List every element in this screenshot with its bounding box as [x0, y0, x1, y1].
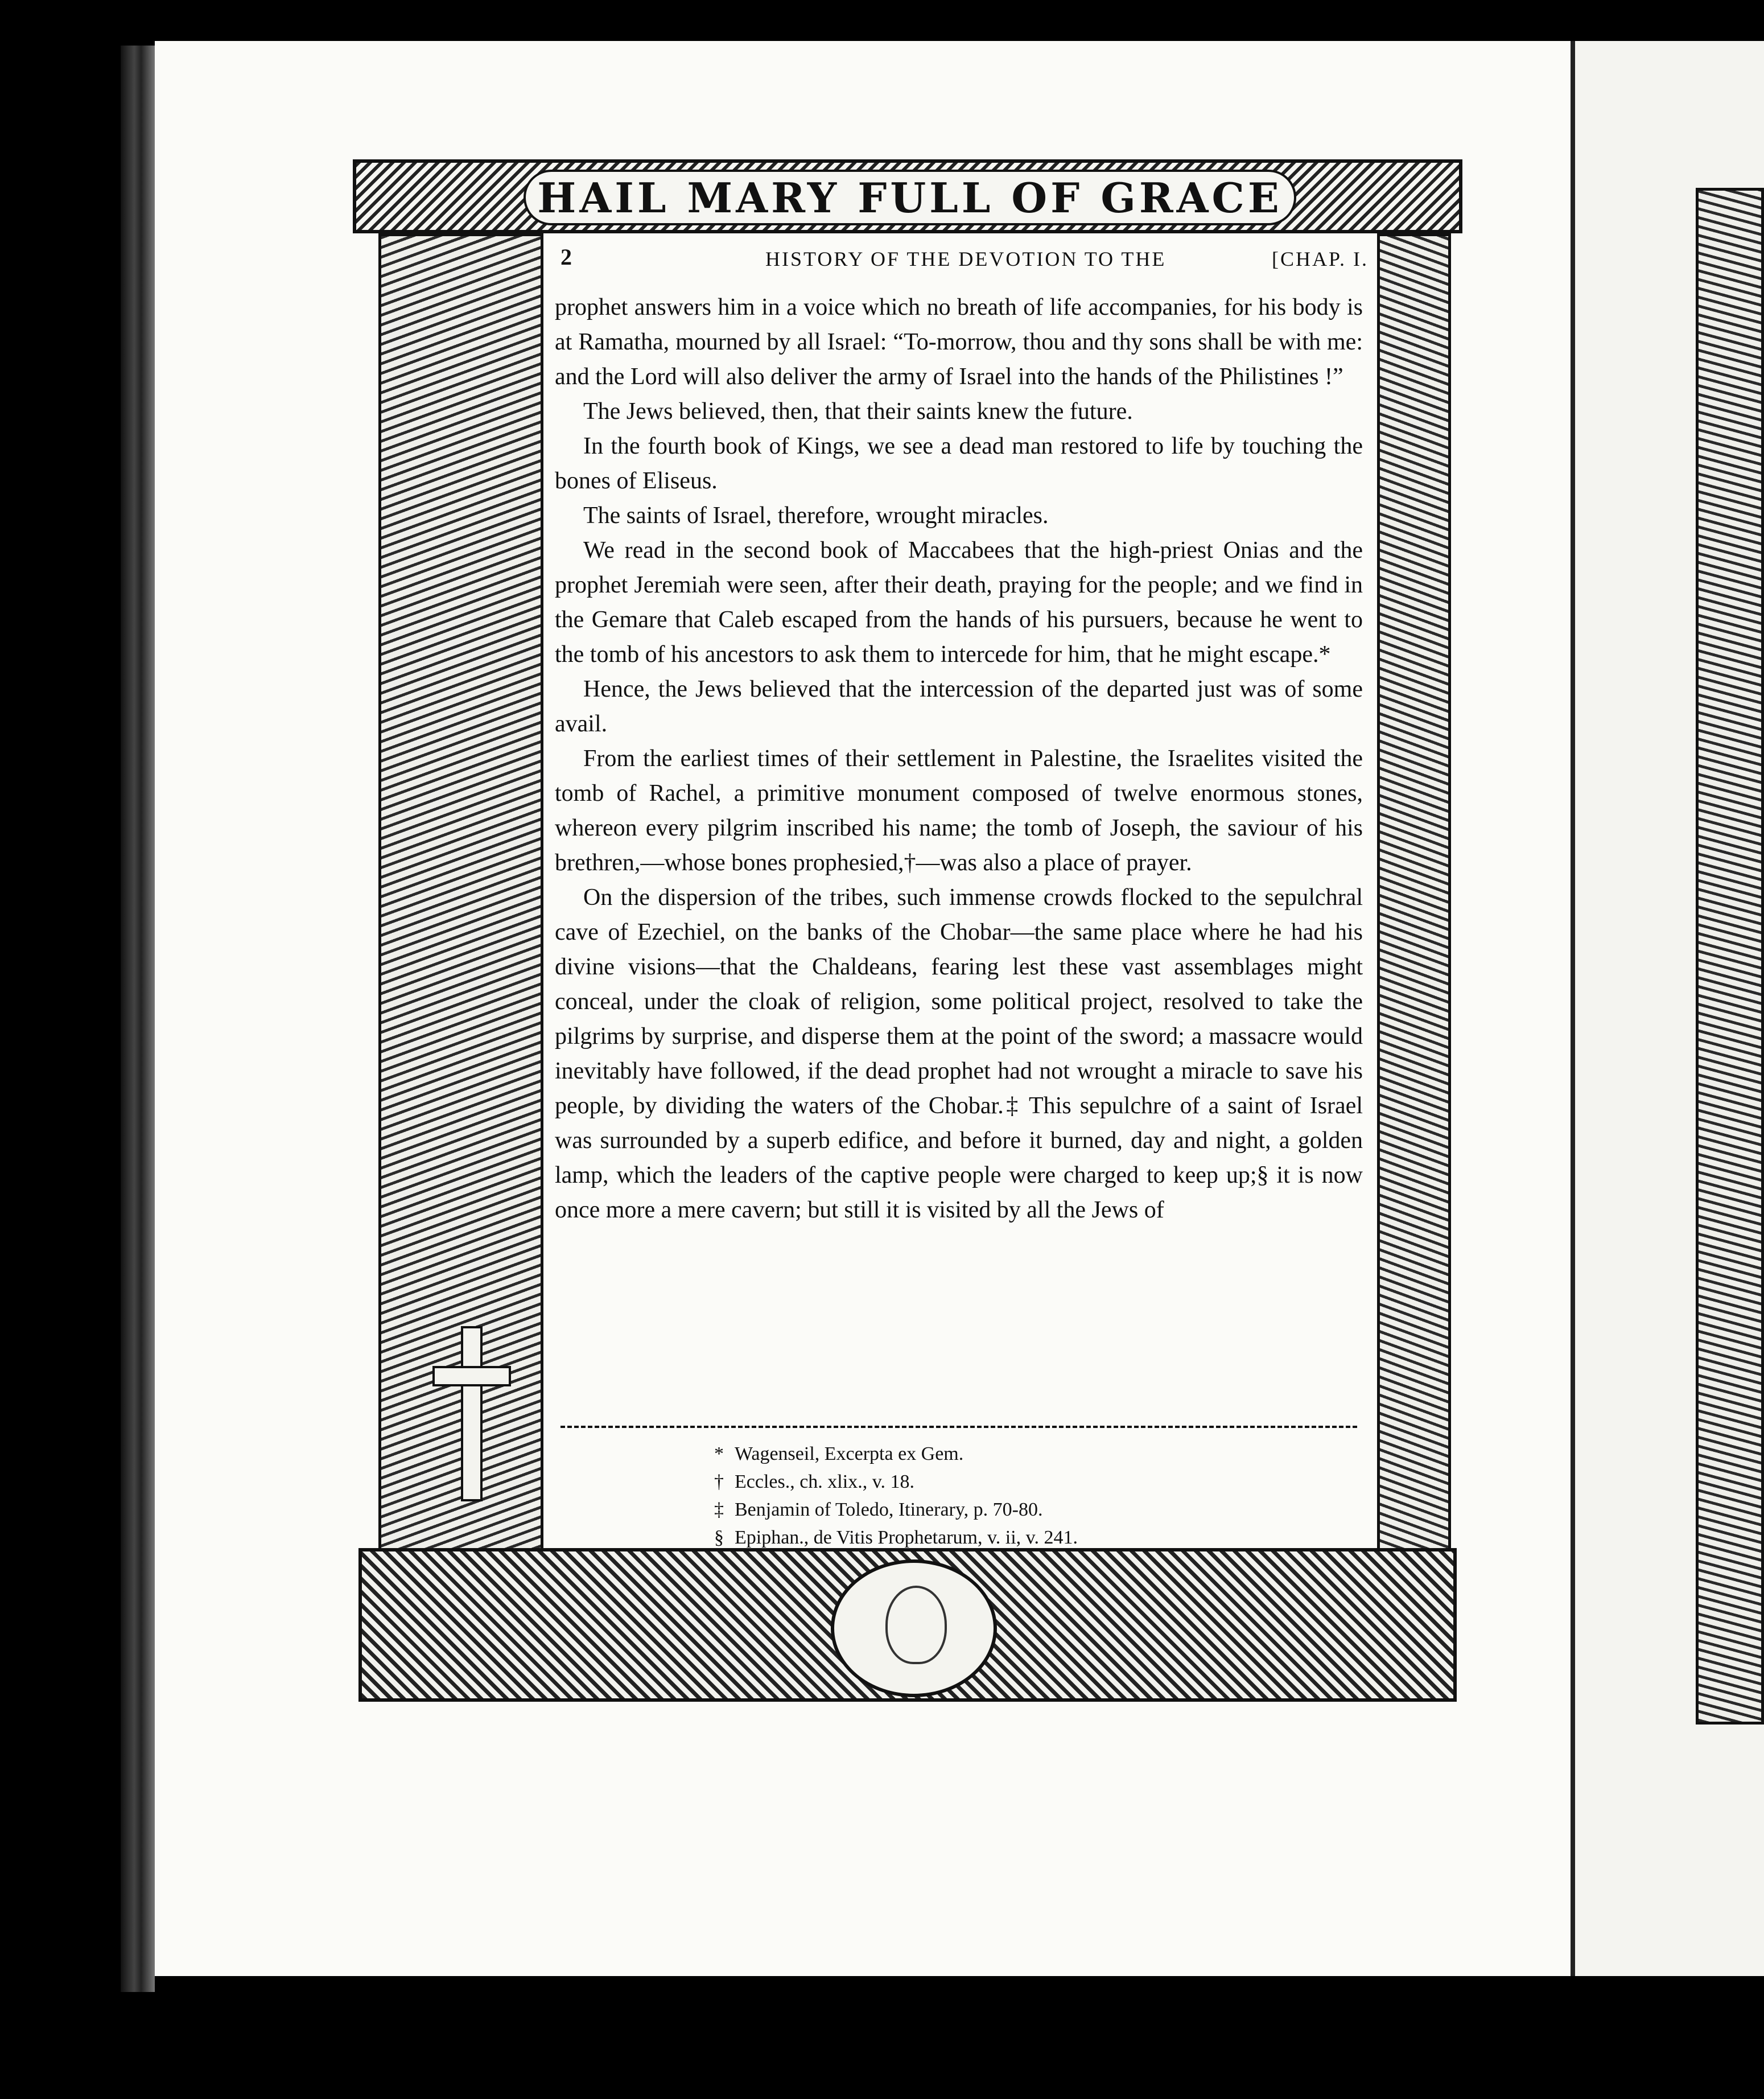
paragraph: The Jews believed, then, that their saints knew the future. — [583, 398, 1133, 425]
paragraph: prophet answers him in a voice which no breath of life accompanies, for his body is at Ramatha, mourned by all Israel: “To-morrow, thou and thy sons shall be with me: and the Lord will also deliver the army of Israel into the hands of the Philistines !” — [555, 294, 1363, 390]
footnote-rule — [560, 1426, 1357, 1428]
footnote — [714, 1524, 1340, 1551]
body-text — [555, 290, 1363, 1228]
paragraph: On the dispersion of the tribes, such immense crowds flocked to the sepulchral cave of Ezechiel, on the banks of the Chobar—the same place where he had his divine visions—that the Chaldeans, fearing lest these vast assemblages might conceal, under the cloak of religion, some political project, resolved to take the pilgrims by surprise, and disperse them at the point of the sword; a massacre would inevitably have followed, if the dead prophet had not wrought a miracle to save his people, by dividing the waters of the Chobar.‡ This sepulchre of a saint of Israel was surrounded by a superb edifice, and before it burned, day and night, a golden lamp, which the leaders of the captive people were charged to keep up;§ it is now once more a mere cavern; but still it is visited by all the Jews of — [555, 884, 1363, 1223]
footnote-mark: ‡ — [714, 1499, 724, 1520]
book-gutter — [121, 46, 155, 1992]
madonna-medallion — [831, 1559, 997, 1697]
cross-illustration-bar — [432, 1366, 511, 1386]
footnote-text: Benjamin of Toledo, Itinerary, p. 70-80. — [735, 1499, 1043, 1520]
footnote-text: Eccles., ch. xlix., v. 18. — [735, 1471, 914, 1492]
footnote-mark: * — [714, 1443, 724, 1464]
running-head — [543, 244, 1374, 278]
footnote-mark: § — [714, 1527, 724, 1548]
chapter-label: [CHAP. I. — [1272, 248, 1369, 270]
footnote-text: Wagenseil, Excerpta ex Gem. — [735, 1443, 964, 1464]
footnote-text: Epiphan., de Vitis Prophetarum, v. ii, v. 241. — [735, 1527, 1078, 1548]
paragraph: In the fourth book of Kings, we see a dead man restored to life by touching the bones of Eliseus. — [555, 433, 1363, 494]
footnote-mark: † — [714, 1471, 724, 1492]
page-number: 2 — [560, 244, 574, 270]
banner-title: HAIL MARY FULL OF GRACE — [524, 170, 1296, 225]
running-title: HISTORY OF THE DEVOTION TO THE — [765, 248, 1167, 270]
footnote — [714, 1468, 1340, 1496]
paragraph: Hence, the Jews believed that the intercession of the departed just was of some avail. — [555, 676, 1363, 737]
book-page — [353, 159, 1462, 1702]
facing-page-border — [1696, 188, 1764, 1725]
paragraph: The saints of Israel, therefore, wrought miracles. — [583, 503, 1049, 529]
paragraph: We read in the second book of Maccabees that the high-priest Onias and the prophet Jeremiah were seen, after their death, praying for the people; and we find in the Gemare that Caleb escaped from the hands of his pursuers, because he went to the tomb of his ancestors to ask them to intercede for him, that he might escape.* — [555, 537, 1363, 668]
ornamental-right-border — [1377, 233, 1451, 1645]
footnotes — [714, 1440, 1340, 1551]
madonna-portrait — [885, 1586, 947, 1664]
paragraph: From the earliest times of their settlement in Palestine, the Israelites visited the tomb of Rachel, a primitive monument composed of twelve enormous stones, whereon every pilgrim inscribed his name; the tomb of Joseph, the saviour of his brethren,—whose bones prophesied,†—was also a place of prayer. — [555, 746, 1363, 876]
footnote — [714, 1440, 1340, 1468]
text-panel — [543, 233, 1377, 1548]
cross-illustration — [461, 1326, 483, 1501]
footnote — [714, 1496, 1340, 1524]
